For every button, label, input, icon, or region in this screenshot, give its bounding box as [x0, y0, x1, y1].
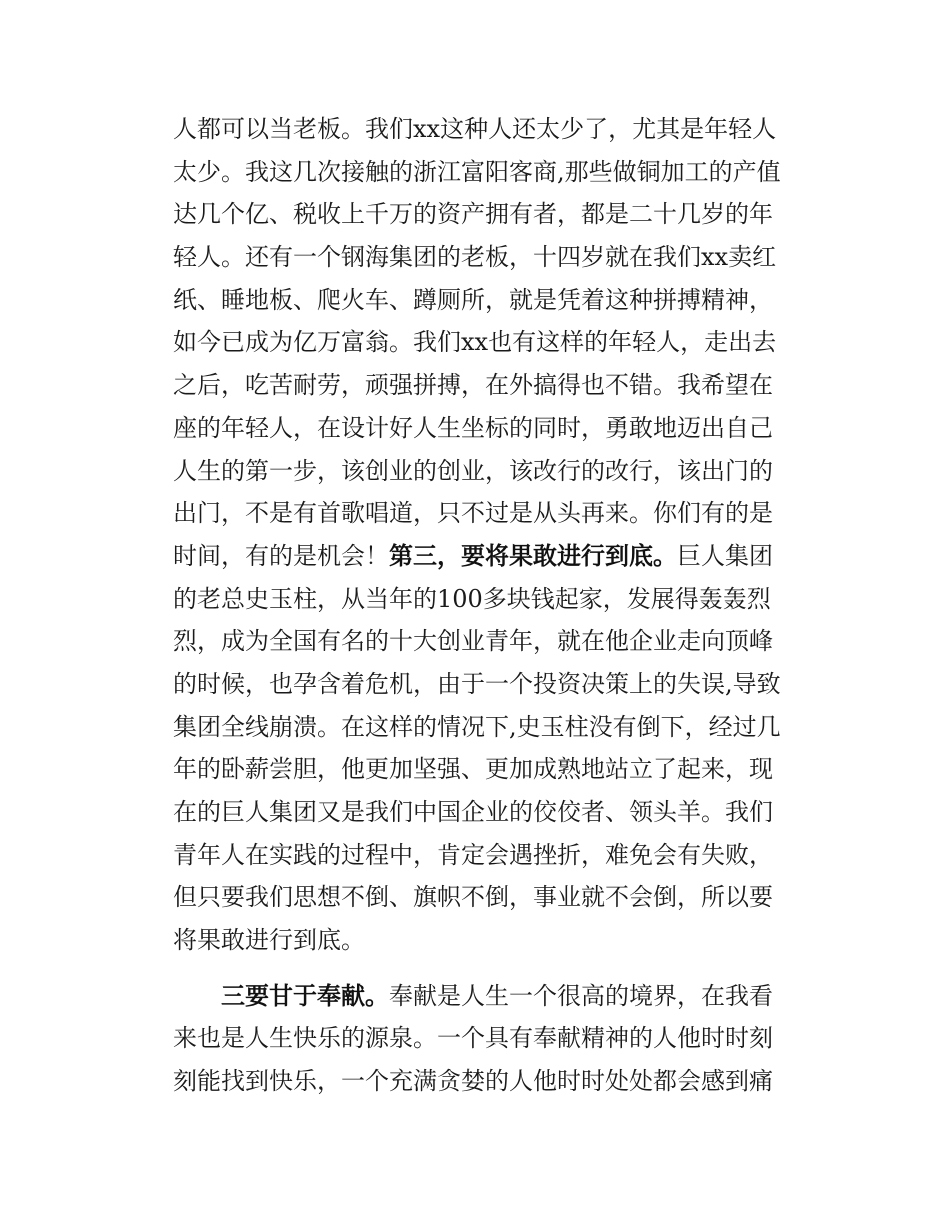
- text-line: 将果敢进行到底。: [173, 926, 365, 955]
- text-segment: 巨人集团: [677, 541, 773, 570]
- paragraph-first-line: [173, 975, 813, 1018]
- text-line: 集团全线崩溃。在这样的情况下,史玉柱没有倒下，经过几: [173, 712, 781, 741]
- text-line-with-bold-heading: [173, 535, 813, 578]
- text-line: 纸、睡地板、爬火车、蹲厕所，就是凭着这种拼搏精神，: [173, 285, 773, 314]
- text-line: 刻能找到快乐，一个充满贪婪的人他时时处处都会感到痛: [173, 1067, 773, 1096]
- text-line: 轻人。还有一个钢海集团的老板，十四岁就在我们xx卖红: [173, 243, 777, 272]
- text-line: 的老总史玉柱，从当年的100多块钱起家，发展得轰轰烈: [173, 584, 771, 613]
- text-line: 如今已成为亿万富翁。我们xx也有这样的年轻人，走出去: [173, 328, 777, 357]
- text-line: 人生的第一步，该创业的创业，该改行的改行，该出门的: [173, 456, 773, 485]
- text-line: 来也是人生快乐的源泉。一个具有奉献精神的人他时时刻: [173, 1024, 773, 1053]
- text-line: 烈，成为全国有名的十大创业青年，就在他企业走向顶峰: [173, 627, 773, 656]
- text-segment: 奉献是人生一个很高的境界，在我看: [389, 981, 773, 1010]
- text-line: 太少。我这几次接触的浙江富阳客商,那些做铜加工的产值: [173, 157, 781, 186]
- text-line: 的时候，也孕含着危机，由于一个投资决策上的失误,导致: [173, 669, 781, 698]
- bold-heading: 三要甘于奉献。: [221, 980, 389, 1010]
- text-segment: 时间，有的是机会！: [173, 541, 389, 570]
- text-line: 年的卧薪尝胆，他更加坚强、更加成熟地站立了起来，现: [173, 755, 773, 784]
- text-line: 在的巨人集团又是我们中国企业的佼佼者、领头羊。我们: [173, 798, 773, 826]
- document-body: [173, 108, 813, 1103]
- text-line: 达几个亿、税收上千万的资产拥有者，都是二十几岁的年: [173, 200, 773, 229]
- bold-subheading: 第三，要将果敢进行到底。: [389, 540, 677, 570]
- text-line: 青年人在实践的过程中，肯定会遇挫折，难免会有失败，: [173, 840, 773, 869]
- text-line: 但只要我们思想不倒、旗帜不倒，事业就不会倒，所以要: [173, 883, 773, 912]
- text-line: 人都可以当老板。我们xx这种人还太少了，尤其是年轻人: [173, 115, 777, 143]
- text-line: 之后，吃苦耐劳，顽强拼搏，在外搞得也不错。我希望在: [173, 371, 773, 400]
- text-line: 座的年轻人，在设计好人生坐标的同时，勇敢地迈出自己: [173, 413, 773, 442]
- text-line: 出门，不是有首歌唱道，只不过是从头再来。你们有的是: [173, 499, 773, 528]
